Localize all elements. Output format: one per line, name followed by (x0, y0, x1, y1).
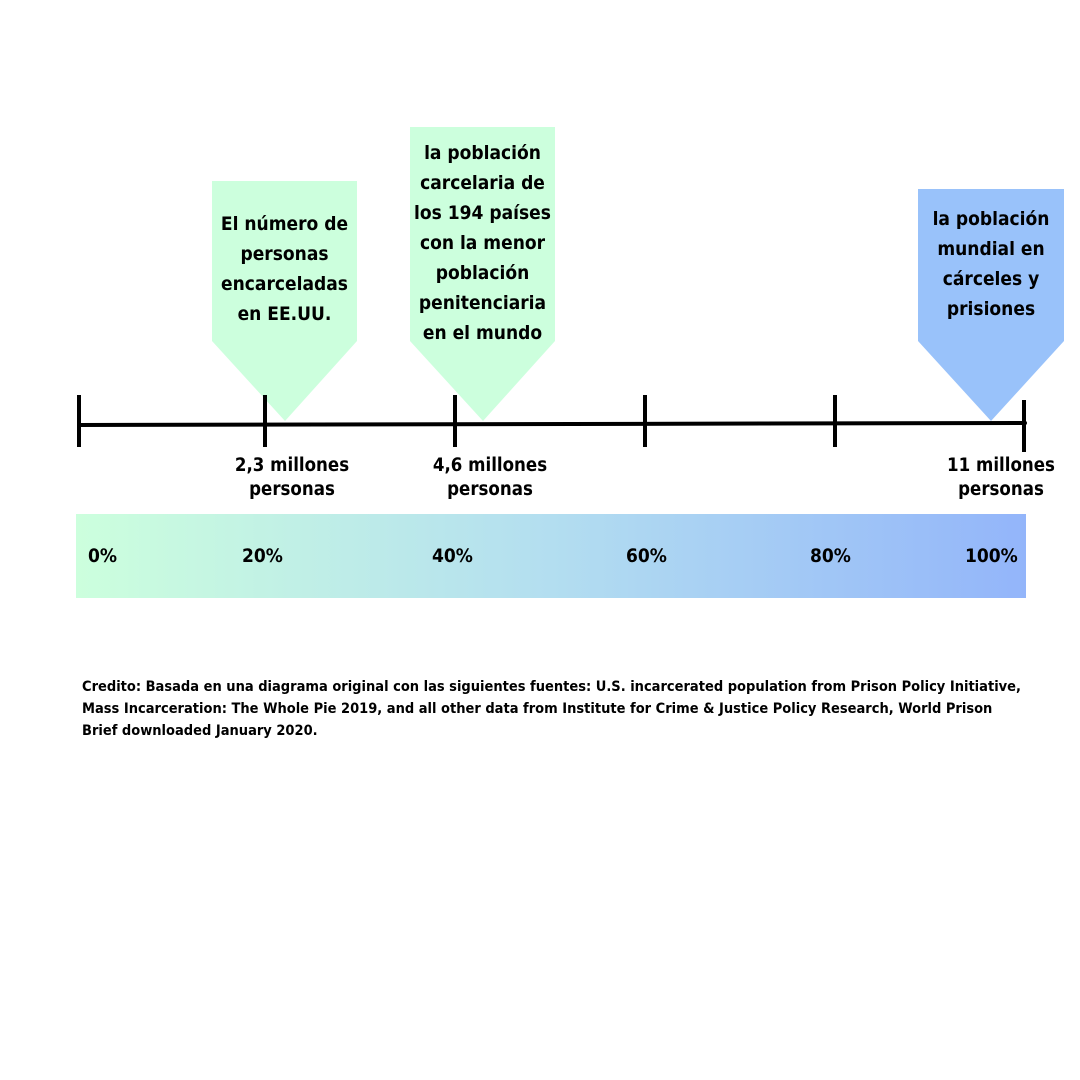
axis-label-us: 2,3 millones personas (234, 455, 350, 500)
callout-us-label: El número de personas encarceladas en EE.UU. (220, 213, 349, 325)
axis-line (79, 423, 1025, 425)
axis-label-world: 11 millones personas (947, 455, 1055, 500)
axis-label-194: 4,6 millones personas (432, 455, 548, 500)
scale-label-80: 80% (810, 545, 851, 567)
credit-text: Credito: Basada en una diagrama original con las siguientes fuentes: U.S. incarcerated population from Prison Policy Initiative, Mass Incarceration: The Whole Pie 2019, and all other data from Institute for Crime & Justice Policy Research, World Prison Brief downloaded January 2020. (82, 679, 1021, 739)
scale-label-20: 20% (242, 545, 283, 567)
scale-label-0: 0% (88, 545, 118, 567)
scale-label-40: 40% (432, 545, 473, 567)
callout-world-label: la población mundial en cárceles y prisiones (932, 208, 1050, 320)
scale-label-60: 60% (626, 545, 667, 567)
percent-scale-bar (76, 514, 1026, 598)
callout-194-label: la población carcelaria de los 194 países con la menor población penitenciaria en el mundo (414, 142, 551, 344)
scale-label-100: 100% (965, 545, 1018, 567)
